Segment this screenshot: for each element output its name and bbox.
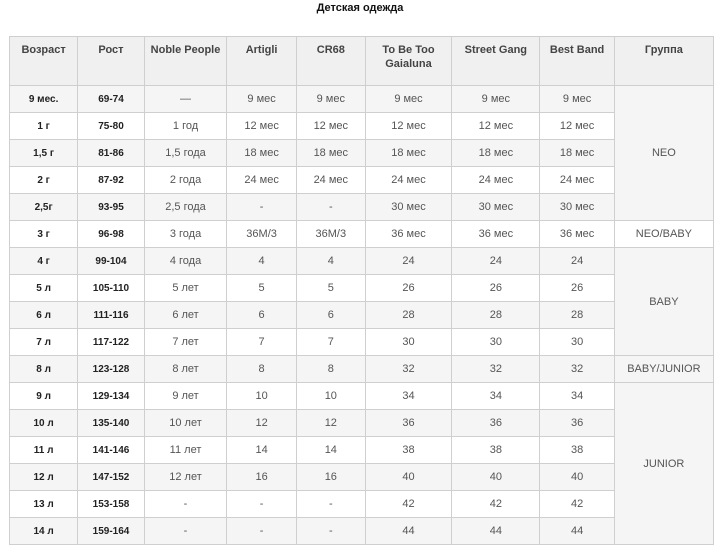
- table-row: [10, 194, 714, 221]
- cell-cr68: -: [296, 518, 365, 545]
- cell-noble-people: 3 года: [144, 221, 226, 248]
- cell-age: 5 л: [10, 275, 78, 302]
- cell-cr68: 7: [296, 329, 365, 356]
- cell-cr68: 16: [296, 464, 365, 491]
- cell-to-be-too-gaialuna: 26: [365, 275, 452, 302]
- header-noble-people: Noble People: [144, 37, 226, 86]
- cell-age: 12 л: [10, 464, 78, 491]
- cell-height: 93-95: [78, 194, 145, 221]
- table-row: [10, 248, 714, 275]
- cell-best-band: 40: [540, 464, 614, 491]
- cell-to-be-too-gaialuna: 38: [365, 437, 452, 464]
- cell-noble-people: 8 лет: [144, 356, 226, 383]
- cell-cr68: -: [296, 491, 365, 518]
- cell-noble-people: 1,5 года: [144, 140, 226, 167]
- cell-cr68: 36М/3: [296, 221, 365, 248]
- cell-artigli: -: [227, 518, 297, 545]
- cell-noble-people: -: [144, 491, 226, 518]
- cell-street-gang: 32: [452, 356, 540, 383]
- cell-age: 11 л: [10, 437, 78, 464]
- table-row: [10, 383, 714, 410]
- cell-artigli: 12 мес: [227, 113, 297, 140]
- cell-street-gang: 26: [452, 275, 540, 302]
- cell-artigli: 9 мес: [227, 86, 297, 113]
- cell-height: 87-92: [78, 167, 145, 194]
- cell-street-gang: 36: [452, 410, 540, 437]
- cell-height: 105-110: [78, 275, 145, 302]
- cell-age: 7 л: [10, 329, 78, 356]
- cell-best-band: 24: [540, 248, 614, 275]
- cell-to-be-too-gaialuna: 9 мес: [365, 86, 452, 113]
- cell-cr68: -: [296, 194, 365, 221]
- cell-cr68: 12: [296, 410, 365, 437]
- cell-cr68: 24 мес: [296, 167, 365, 194]
- table-row: [10, 302, 714, 329]
- cell-height: 141-146: [78, 437, 145, 464]
- cell-to-be-too-gaialuna: 40: [365, 464, 452, 491]
- cell-noble-people: 12 лет: [144, 464, 226, 491]
- cell-street-gang: 18 мес: [452, 140, 540, 167]
- cell-age: 6 л: [10, 302, 78, 329]
- cell-cr68: 8: [296, 356, 365, 383]
- table-row: [10, 518, 714, 545]
- cell-artigli: 10: [227, 383, 297, 410]
- cell-height: 129-134: [78, 383, 145, 410]
- cell-artigli: -: [227, 194, 297, 221]
- cell-cr68: 10: [296, 383, 365, 410]
- cell-noble-people: 4 года: [144, 248, 226, 275]
- table-row: [10, 437, 714, 464]
- cell-street-gang: 12 мес: [452, 113, 540, 140]
- cell-artigli: 8: [227, 356, 297, 383]
- cell-to-be-too-gaialuna: 24 мес: [365, 167, 452, 194]
- cell-noble-people: 2,5 года: [144, 194, 226, 221]
- cell-artigli: 18 мес: [227, 140, 297, 167]
- cell-height: 96-98: [78, 221, 145, 248]
- cell-best-band: 36: [540, 410, 614, 437]
- cell-artigli: 12: [227, 410, 297, 437]
- cell-age: 1,5 г: [10, 140, 78, 167]
- cell-best-band: 44: [540, 518, 614, 545]
- cell-best-band: 26: [540, 275, 614, 302]
- page-title: Детская одежда: [316, 2, 404, 14]
- cell-height: 147-152: [78, 464, 145, 491]
- cell-artigli: 7: [227, 329, 297, 356]
- cell-noble-people: 2 года: [144, 167, 226, 194]
- cell-noble-people: 1 год: [144, 113, 226, 140]
- cell-to-be-too-gaialuna: 34: [365, 383, 452, 410]
- cell-age: 2 г: [10, 167, 78, 194]
- cell-age: 4 г: [10, 248, 78, 275]
- cell-artigli: 5: [227, 275, 297, 302]
- cell-group: BABY/JUNIOR: [614, 356, 713, 383]
- table-row: [10, 167, 714, 194]
- cell-best-band: 36 мес: [540, 221, 614, 248]
- cell-group: NEO: [614, 86, 713, 221]
- table-row: [10, 356, 714, 383]
- cell-artigli: 24 мес: [227, 167, 297, 194]
- table-row: [10, 464, 714, 491]
- cell-best-band: 9 мес: [540, 86, 614, 113]
- cell-artigli: 4: [227, 248, 297, 275]
- table-row: [10, 221, 714, 248]
- cell-street-gang: 34: [452, 383, 540, 410]
- cell-age: 14 л: [10, 518, 78, 545]
- table-row: [10, 140, 714, 167]
- cell-height: 75-80: [78, 113, 145, 140]
- cell-to-be-too-gaialuna: 42: [365, 491, 452, 518]
- cell-cr68: 14: [296, 437, 365, 464]
- table-row: [10, 410, 714, 437]
- cell-group: NEO/BABY: [614, 221, 713, 248]
- cell-to-be-too-gaialuna: 12 мес: [365, 113, 452, 140]
- cell-height: 81-86: [78, 140, 145, 167]
- cell-height: 123-128: [78, 356, 145, 383]
- cell-street-gang: 36 мес: [452, 221, 540, 248]
- cell-street-gang: 28: [452, 302, 540, 329]
- cell-age: 13 л: [10, 491, 78, 518]
- header-row: [10, 37, 714, 86]
- cell-age: 2,5г: [10, 194, 78, 221]
- cell-best-band: 30: [540, 329, 614, 356]
- cell-best-band: 34: [540, 383, 614, 410]
- cell-street-gang: 44: [452, 518, 540, 545]
- cell-to-be-too-gaialuna: 30: [365, 329, 452, 356]
- cell-artigli: 14: [227, 437, 297, 464]
- cell-age: 9 мес.: [10, 86, 78, 113]
- cell-street-gang: 24: [452, 248, 540, 275]
- table-row: [10, 86, 714, 113]
- header-age: Возраст: [10, 37, 78, 86]
- cell-artigli: 6: [227, 302, 297, 329]
- cell-group: BABY: [614, 248, 713, 356]
- cell-street-gang: 30: [452, 329, 540, 356]
- cell-noble-people: —: [144, 86, 226, 113]
- cell-height: 135-140: [78, 410, 145, 437]
- header-street-gang: Street Gang: [452, 37, 540, 86]
- header-best-band: Best Band: [540, 37, 614, 86]
- cell-best-band: 38: [540, 437, 614, 464]
- cell-street-gang: 24 мес: [452, 167, 540, 194]
- header-height: Рост: [78, 37, 145, 86]
- cell-cr68: 12 мес: [296, 113, 365, 140]
- cell-height: 117-122: [78, 329, 145, 356]
- cell-noble-people: 6 лет: [144, 302, 226, 329]
- cell-noble-people: 10 лет: [144, 410, 226, 437]
- cell-artigli: 36М/3: [227, 221, 297, 248]
- cell-noble-people: 7 лет: [144, 329, 226, 356]
- cell-to-be-too-gaialuna: 28: [365, 302, 452, 329]
- cell-best-band: 12 мес: [540, 113, 614, 140]
- cell-noble-people: 11 лет: [144, 437, 226, 464]
- cell-cr68: 18 мес: [296, 140, 365, 167]
- cell-street-gang: 40: [452, 464, 540, 491]
- size-table: [9, 36, 714, 545]
- cell-noble-people: 5 лет: [144, 275, 226, 302]
- cell-group: JUNIOR: [614, 383, 713, 545]
- cell-artigli: -: [227, 491, 297, 518]
- table-row: [10, 329, 714, 356]
- table-row: [10, 113, 714, 140]
- cell-to-be-too-gaialuna: 32: [365, 356, 452, 383]
- cell-to-be-too-gaialuna: 36 мес: [365, 221, 452, 248]
- cell-cr68: 4: [296, 248, 365, 275]
- cell-cr68: 9 мес: [296, 86, 365, 113]
- cell-street-gang: 9 мес: [452, 86, 540, 113]
- cell-to-be-too-gaialuna: 30 мес: [365, 194, 452, 221]
- table-row: [10, 491, 714, 518]
- cell-best-band: 30 мес: [540, 194, 614, 221]
- cell-to-be-too-gaialuna: 44: [365, 518, 452, 545]
- cell-artigli: 16: [227, 464, 297, 491]
- table-row: [10, 275, 714, 302]
- header-group: Группа: [614, 37, 713, 86]
- cell-height: 159-164: [78, 518, 145, 545]
- header-to-be-too-gaialuna: To Be Too Gaialuna: [365, 37, 452, 86]
- cell-height: 153-158: [78, 491, 145, 518]
- cell-age: 3 г: [10, 221, 78, 248]
- cell-height: 111-116: [78, 302, 145, 329]
- cell-best-band: 24 мес: [540, 167, 614, 194]
- cell-best-band: 32: [540, 356, 614, 383]
- cell-to-be-too-gaialuna: 36: [365, 410, 452, 437]
- cell-noble-people: -: [144, 518, 226, 545]
- cell-age: 8 л: [10, 356, 78, 383]
- cell-to-be-too-gaialuna: 18 мес: [365, 140, 452, 167]
- header-cr68: CR68: [296, 37, 365, 86]
- cell-noble-people: 9 лет: [144, 383, 226, 410]
- cell-age: 10 л: [10, 410, 78, 437]
- cell-street-gang: 42: [452, 491, 540, 518]
- cell-height: 69-74: [78, 86, 145, 113]
- cell-age: 1 г: [10, 113, 78, 140]
- cell-best-band: 42: [540, 491, 614, 518]
- cell-age: 9 л: [10, 383, 78, 410]
- cell-best-band: 28: [540, 302, 614, 329]
- header-artigli: Artigli: [227, 37, 297, 86]
- cell-cr68: 5: [296, 275, 365, 302]
- cell-height: 99-104: [78, 248, 145, 275]
- cell-best-band: 18 мес: [540, 140, 614, 167]
- cell-street-gang: 30 мес: [452, 194, 540, 221]
- cell-to-be-too-gaialuna: 24: [365, 248, 452, 275]
- cell-street-gang: 38: [452, 437, 540, 464]
- cell-cr68: 6: [296, 302, 365, 329]
